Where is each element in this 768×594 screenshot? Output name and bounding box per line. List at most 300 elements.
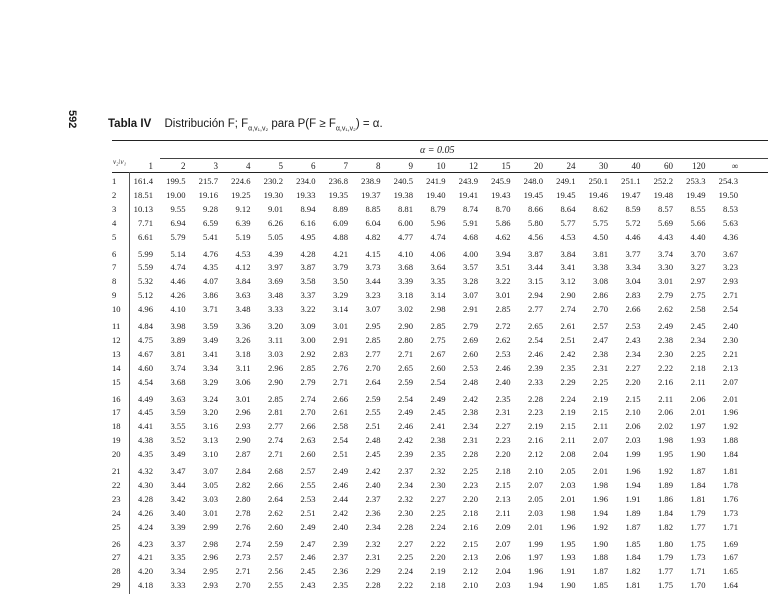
table-cell: 3.01 [202, 507, 218, 518]
table-cell: 1.89 [625, 507, 641, 518]
column-header: 8 [376, 161, 381, 171]
table-cell: 243.9 [458, 176, 478, 186]
title-mid: para P(F ≥ F [268, 118, 336, 130]
alpha-label: α = 0.05 [420, 145, 455, 156]
column-header: 24 [566, 161, 576, 171]
table-cell: 2.66 [625, 304, 641, 315]
title-subscript-2: α,v₁,v₂ [335, 125, 356, 133]
table-cell: 3.48 [235, 304, 251, 315]
table-cell: 4.96 [137, 304, 153, 315]
table-cell: 2.76 [235, 521, 251, 532]
table-cell: 3.41 [202, 348, 218, 359]
table-cell: 2.51 [365, 421, 381, 432]
table-cell: 2.71 [397, 348, 413, 359]
table-cell: 1.99 [625, 449, 641, 460]
column-header: 30 [599, 161, 608, 171]
table-cell: 2.04 [495, 566, 511, 577]
table-cell: 1.84 [657, 507, 673, 518]
table-label: Tabla IV [108, 118, 152, 130]
table-cell: 2.35 [332, 580, 348, 591]
table-cell: 2.34 [625, 348, 641, 359]
table-cell: 2.90 [397, 321, 413, 331]
table-cell: 2.40 [722, 321, 738, 331]
table-cell: 3.39 [170, 521, 186, 532]
table-cell: 19.16 [198, 189, 218, 200]
table-cell: 1.98 [560, 507, 576, 518]
table-cell: 1.84 [690, 479, 706, 490]
table-cell: 8.59 [625, 203, 641, 214]
row-label: 14 [112, 362, 121, 373]
table-cell: 3.42 [170, 493, 186, 504]
table-cell: 2.25 [430, 507, 446, 518]
table-cell: 2.71 [267, 449, 283, 460]
table-cell: 2.45 [300, 566, 316, 577]
table-cell: 2.94 [527, 290, 543, 301]
table-cell: 3.49 [170, 449, 186, 460]
table-cell: 1.88 [722, 435, 738, 446]
table-cell: 2.83 [625, 290, 641, 301]
table-cell: 1.87 [592, 566, 608, 577]
table-cell: 2.37 [365, 493, 381, 504]
table-cell: 4.07 [202, 276, 218, 287]
table-cell: 6.16 [300, 217, 316, 228]
table-cell: 1.89 [657, 479, 673, 490]
table-cell: 2.91 [462, 304, 478, 315]
table-cell: 3.07 [462, 290, 478, 301]
table-cell: 3.84 [560, 248, 576, 259]
table-cell: 18.51 [133, 189, 153, 200]
table-cell: 19.45 [556, 189, 576, 200]
table-cell: 2.45 [365, 449, 381, 460]
table-cell: 2.70 [365, 362, 381, 373]
row-label: 11 [112, 321, 121, 331]
table-cell: 2.85 [267, 393, 283, 404]
table-cell: 224.6 [231, 176, 251, 186]
table-cell: 2.10 [527, 466, 543, 476]
table-cell: 19.33 [296, 189, 316, 200]
table-cell: 2.06 [690, 393, 706, 404]
table-cell: 1.81 [625, 580, 641, 591]
table-cell: 3.09 [300, 321, 316, 331]
row-label: 21 [112, 466, 121, 476]
table-cell: 3.70 [690, 248, 706, 259]
table-cell: 2.90 [235, 435, 251, 446]
table-cell: 8.53 [722, 203, 738, 214]
table-cell: 4.28 [137, 493, 153, 504]
table-cell: 1.73 [722, 507, 738, 518]
table-cell: 8.64 [560, 203, 576, 214]
table-cell: 2.77 [365, 348, 381, 359]
table-cell: 2.38 [462, 407, 478, 418]
table-cell: 2.12 [462, 566, 478, 577]
table-cell: 4.41 [137, 421, 153, 432]
table-cell: 5.86 [495, 217, 511, 228]
table-cell: 2.28 [462, 449, 478, 460]
table-cell: 3.94 [495, 248, 511, 259]
table-cell: 4.21 [332, 248, 348, 259]
table-cell: 1.77 [690, 521, 706, 532]
table-cell: 2.44 [332, 493, 348, 504]
table-cell: 3.68 [170, 376, 186, 387]
table-cell: 8.70 [495, 203, 511, 214]
table-cell: 3.47 [170, 466, 186, 476]
table-cell: 2.11 [658, 393, 673, 404]
table-cell: 4.26 [137, 507, 153, 518]
table-cell: 3.74 [657, 248, 673, 259]
table-cell: 2.57 [592, 321, 608, 331]
table-cell: 2.39 [527, 362, 543, 373]
table-cell: 253.3 [686, 176, 706, 186]
table-cell: 3.87 [527, 248, 543, 259]
table-cell: 2.98 [430, 304, 446, 315]
table-cell: 3.38 [592, 262, 608, 273]
table-cell: 2.36 [332, 566, 348, 577]
table-cell: 19.41 [458, 189, 478, 200]
table-cell: 2.15 [592, 407, 608, 418]
row-label: 24 [112, 507, 121, 518]
table-cell: 1.84 [722, 449, 738, 460]
table-cell: 2.60 [267, 521, 283, 532]
table-cell: 4.74 [430, 231, 446, 242]
table-cell: 3.30 [657, 262, 673, 273]
table-cell: 4.00 [462, 248, 478, 259]
table-cell: 2.42 [560, 348, 576, 359]
table-cell: 2.90 [560, 290, 576, 301]
table-cell: 3.34 [202, 362, 218, 373]
table-cell: 4.50 [592, 231, 608, 242]
row-label: 16 [112, 393, 121, 404]
table-cell: 3.59 [202, 321, 218, 331]
table-cell: 1.96 [592, 493, 608, 504]
table-cell: 2.78 [235, 507, 251, 518]
table-cell: 2.60 [430, 362, 446, 373]
table-cell: 2.03 [527, 507, 543, 518]
table-cell: 2.71 [332, 376, 348, 387]
table-cell: 3.81 [592, 248, 608, 259]
table-cell: 2.61 [560, 321, 576, 331]
table-cell: 3.44 [527, 262, 543, 273]
table-cell: 4.26 [170, 290, 186, 301]
table-cell: 3.33 [267, 304, 283, 315]
table-cell: 2.57 [300, 466, 316, 476]
table-cell: 3.23 [365, 290, 381, 301]
table-cell: 2.85 [300, 362, 316, 373]
table-cell: 3.23 [722, 262, 738, 273]
table-cell: 6.26 [267, 217, 283, 228]
row-label: 26 [112, 538, 121, 549]
table-cell: 2.07 [722, 376, 738, 387]
table-cell: 2.07 [495, 538, 511, 549]
table-cell: 2.15 [625, 393, 641, 404]
row-label: 18 [112, 421, 121, 432]
table-cell: 2.69 [462, 334, 478, 345]
table-cell: 3.77 [625, 248, 641, 259]
table-cell: 3.98 [170, 321, 186, 331]
table-cell: 2.28 [365, 580, 381, 591]
table-cell: 2.70 [300, 407, 316, 418]
table-cell: 2.71 [722, 290, 738, 301]
table-cell: 2.11 [593, 421, 608, 432]
table-cell: 4.35 [202, 262, 218, 273]
table-cell: 2.25 [690, 348, 706, 359]
table-cell: 5.77 [560, 217, 576, 228]
table-cell: 252.2 [653, 176, 673, 186]
table-cell: 2.23 [462, 479, 478, 490]
table-cell: 4.49 [137, 393, 153, 404]
table-cell: 3.04 [625, 276, 641, 287]
table-cell: 2.46 [300, 552, 316, 563]
table-cell: 2.20 [430, 552, 446, 563]
table-cell: 3.57 [462, 262, 478, 273]
row-label: 8 [112, 276, 117, 287]
table-cell: 2.49 [430, 393, 446, 404]
table-cell: 5.59 [137, 262, 153, 273]
table-cell: 2.80 [235, 493, 251, 504]
table-cell: 1.65 [722, 566, 738, 577]
table-cell: 2.59 [397, 376, 413, 387]
table-cell: 1.71 [690, 566, 706, 577]
table-cell: 2.30 [657, 348, 673, 359]
table-cell: 19.43 [491, 189, 511, 200]
table-cell: 215.7 [198, 176, 218, 186]
table-cell: 2.06 [625, 421, 641, 432]
table-cell: 3.37 [170, 538, 186, 549]
table-cell: 2.20 [462, 493, 478, 504]
table-cell: 2.22 [397, 580, 413, 591]
table-cell: 2.54 [332, 435, 348, 446]
row-label: 23 [112, 493, 121, 504]
table-cell: 4.10 [397, 248, 413, 259]
table-cell: 2.03 [560, 479, 576, 490]
table-cell: 2.32 [430, 466, 446, 476]
table-cell: 3.64 [430, 262, 446, 273]
table-cell: 3.26 [235, 334, 251, 345]
row-label: 22 [112, 479, 121, 490]
table-cell: 4.18 [137, 580, 153, 591]
table-cell: 2.38 [430, 435, 446, 446]
table-cell: 2.39 [332, 538, 348, 549]
table-cell: 1.67 [722, 552, 738, 563]
table-cell: 2.38 [657, 334, 673, 345]
table-cell: 2.77 [527, 304, 543, 315]
table-cell: 2.53 [625, 321, 641, 331]
table-cell: 2.93 [202, 580, 218, 591]
table-cell: 4.46 [625, 231, 641, 242]
table-cell: 3.55 [170, 421, 186, 432]
table-cell: 2.57 [267, 552, 283, 563]
table-cell: 4.88 [332, 231, 348, 242]
table-cell: 2.85 [365, 334, 381, 345]
table-cell: 2.81 [267, 407, 283, 418]
table-cell: 2.60 [300, 449, 316, 460]
row-label: 1 [112, 176, 117, 186]
table-cell: 2.25 [397, 552, 413, 563]
column-header: 60 [664, 161, 673, 171]
table-cell: 3.59 [170, 407, 186, 418]
row-label: 10 [112, 304, 121, 315]
table-cell: 2.85 [430, 321, 446, 331]
table-cell: 2.10 [462, 580, 478, 591]
table-cell: 1.98 [657, 435, 673, 446]
table-cell: 4.53 [235, 248, 251, 259]
table-cell: 2.74 [560, 304, 576, 315]
table-cell: 2.23 [495, 435, 511, 446]
table-cell: 8.89 [332, 203, 348, 214]
alpha-rule [160, 158, 768, 159]
table-cell: 2.47 [592, 334, 608, 345]
header-rule [112, 172, 768, 173]
row-label: 13 [112, 348, 121, 359]
table-cell: 2.85 [495, 304, 511, 315]
table-cell: 2.83 [332, 348, 348, 359]
table-cell: 2.22 [430, 538, 446, 549]
table-cell: 2.79 [462, 321, 478, 331]
row-label: 15 [112, 376, 121, 387]
row-label: 4 [112, 217, 117, 228]
table-cell: 3.11 [268, 334, 283, 345]
table-cell: 3.14 [332, 304, 348, 315]
column-header: 10 [436, 161, 446, 171]
table-cell: 4.24 [137, 521, 153, 532]
table-cell: 2.10 [625, 407, 641, 418]
table-cell: 2.48 [462, 376, 478, 387]
table-cell: 3.63 [170, 393, 186, 404]
table-cell: 2.74 [235, 538, 251, 549]
table-cell: 245.9 [491, 176, 511, 186]
table-cell: 2.59 [365, 393, 381, 404]
table-cell: 2.98 [202, 538, 218, 549]
table-cell: 2.58 [332, 421, 348, 432]
table-cell: 3.97 [267, 262, 283, 273]
table-cell: 5.14 [170, 248, 186, 259]
table-cell: 3.40 [170, 507, 186, 518]
table-cell: 2.25 [462, 466, 478, 476]
table-cell: 3.01 [495, 290, 511, 301]
table-cell: 2.46 [332, 479, 348, 490]
table-cell: 2.11 [560, 435, 576, 446]
row-label: 7 [112, 262, 117, 273]
table-cell: 2.40 [495, 376, 511, 387]
table-cell: 5.12 [137, 290, 153, 301]
table-cell: 2.64 [267, 493, 283, 504]
table-cell: 2.62 [495, 334, 511, 345]
table-cell: 3.58 [300, 276, 316, 287]
table-cell: 3.39 [397, 276, 413, 287]
table-cell: 1.80 [657, 538, 673, 549]
column-header: 2 [181, 161, 186, 171]
table-cell: 19.49 [686, 189, 706, 200]
table-cell: 4.10 [170, 304, 186, 315]
table-cell: 3.34 [170, 566, 186, 577]
table-cell: 2.35 [560, 362, 576, 373]
table-cell: 2.72 [495, 321, 511, 331]
table-cell: 2.29 [365, 566, 381, 577]
title-end: ) = α. [355, 118, 383, 130]
table-cell: 248.0 [523, 176, 543, 186]
table-cell: 2.20 [495, 449, 511, 460]
table-cell: 4.23 [137, 538, 153, 549]
row-label: 27 [112, 552, 121, 563]
table-cell: 2.49 [332, 466, 348, 476]
table-cell: 1.81 [690, 493, 706, 504]
table-cell: 5.72 [625, 217, 641, 228]
table-cell: 4.76 [202, 248, 218, 259]
table-cell: 4.60 [137, 362, 153, 373]
table-cell: 2.22 [657, 362, 673, 373]
table-cell: 3.28 [462, 276, 478, 287]
table-cell: 2.42 [332, 507, 348, 518]
table-cell: 2.31 [495, 407, 511, 418]
table-cell: 3.36 [235, 321, 251, 331]
table-cell: 19.37 [361, 189, 381, 200]
table-cell: 6.61 [137, 231, 153, 242]
table-cell: 3.50 [332, 276, 348, 287]
table-cell: 2.27 [397, 538, 413, 549]
table-cell: 4.67 [137, 348, 153, 359]
table-cell: 1.93 [690, 435, 706, 446]
table-cell: 2.30 [397, 507, 413, 518]
corner-label: v₂\v₁ [113, 158, 127, 166]
column-header: 20 [534, 161, 543, 171]
table-cell: 4.56 [527, 231, 543, 242]
table-cell: 238.9 [361, 176, 381, 186]
table-cell: 3.37 [300, 290, 316, 301]
table-cell: 2.23 [527, 407, 543, 418]
table-cell: 2.21 [722, 348, 738, 359]
table-cell: 2.01 [722, 393, 738, 404]
top-rule [112, 140, 768, 141]
table-cell: 1.79 [657, 552, 673, 563]
table-cell: 3.68 [397, 262, 413, 273]
table-cell: 2.25 [592, 376, 608, 387]
table-cell: 1.75 [657, 580, 673, 591]
table-cell: 2.31 [462, 435, 478, 446]
column-header: 12 [469, 161, 478, 171]
table-cell: 3.01 [332, 321, 348, 331]
table-cell: 3.22 [300, 304, 316, 315]
table-cell: 2.97 [690, 276, 706, 287]
table-cell: 6.59 [202, 217, 218, 228]
table-cell: 2.55 [365, 407, 381, 418]
table-cell: 5.32 [137, 276, 153, 287]
table-cell: 2.11 [495, 507, 511, 518]
table-cell: 19.38 [393, 189, 413, 200]
table-cell: 8.74 [462, 203, 478, 214]
table-cell: 2.64 [365, 376, 381, 387]
table-cell: 2.42 [397, 435, 413, 446]
table-cell: 2.18 [495, 466, 511, 476]
table-cell: 6.94 [170, 217, 186, 228]
table-cell: 2.92 [300, 348, 316, 359]
table-cell: 230.2 [263, 176, 283, 186]
table-cell: 2.28 [527, 393, 543, 404]
table-cell: 2.65 [397, 362, 413, 373]
table-cell: 2.53 [300, 493, 316, 504]
table-cell: 234.0 [296, 176, 316, 186]
row-label: 12 [112, 334, 121, 345]
table-cell: 8.85 [365, 203, 381, 214]
table-cell: 4.46 [170, 276, 186, 287]
table-cell: 1.92 [722, 421, 738, 432]
table-cell: 5.69 [657, 217, 673, 228]
table-cell: 2.51 [560, 334, 576, 345]
table-cell: 2.35 [430, 449, 446, 460]
table-cell: 6.00 [397, 217, 413, 228]
table-cell: 2.01 [560, 493, 576, 504]
table-cell: 3.84 [235, 276, 251, 287]
table-cell: 1.93 [560, 552, 576, 563]
table-cell: 2.95 [365, 321, 381, 331]
